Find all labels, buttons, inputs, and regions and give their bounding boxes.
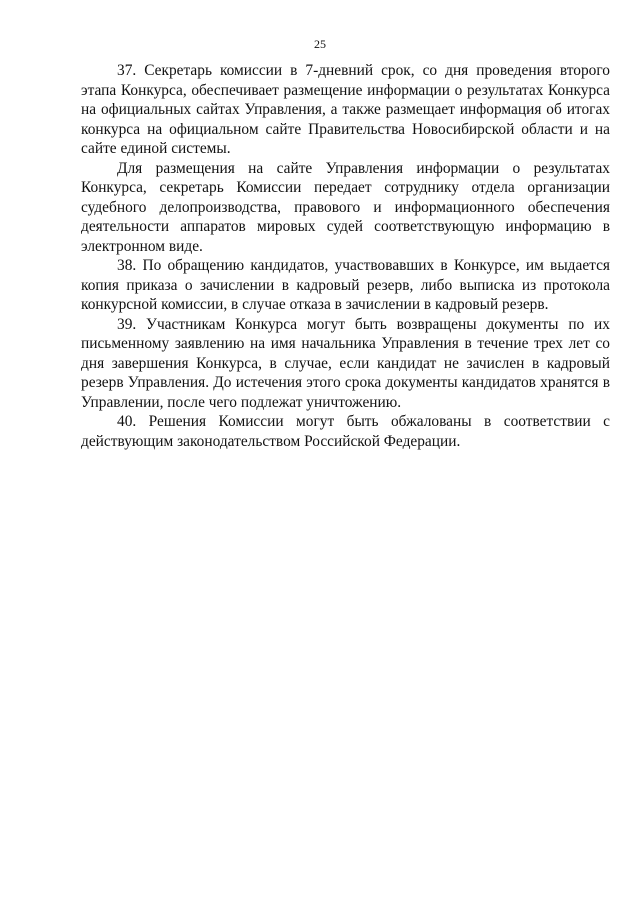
paragraph-38: 38. По обращению кандидатов, участвовавших в Конкурсе, им выдается копия приказа о зачислении в кадровый резерв, либо выписка из протокола конкурсной комиссии, в случае отказа в зачислении в кадровый резерв. bbox=[81, 257, 610, 313]
document-body bbox=[81, 61, 610, 451]
paragraph-37-continued: Для размещения на сайте Управления информации о результатах Конкурса, секретарь Комиссии передает сотруднику отдела организации судебного делопроизводства, правового и информационного обеспечения деятельности аппаратов мировых судей соответствующую информацию в электронном виде. bbox=[81, 159, 610, 255]
paragraph-40: 40. Решения Комиссии могут быть обжалованы в соответствии с действующим законодательством Российской Федерации. bbox=[81, 413, 610, 450]
page-number: 25 bbox=[314, 37, 326, 51]
paragraph-37: 37. Секретарь комиссии в 7-дневний срок, со дня проведения второго этапа Конкурса, обеспечивает размещение информации о результатах Конкурса на официальных сайтах Управления, а также размещает информация об итогах конкурса на официальном сайте Правительства Новосибирской области и на сайте единой системы. bbox=[81, 62, 610, 157]
paragraph-39: 39. Участникам Конкурса могут быть возвращены документы по их письменному заявлению на имя начальника Управления в течение трех лет со дня завершения Конкурса, в случае, если кандидат не зачислен в кадровый резерв Управления. До истечения этого срока документы кандидатов хранятся в Управлении, после чего подлежат уничтожению. bbox=[81, 315, 610, 411]
